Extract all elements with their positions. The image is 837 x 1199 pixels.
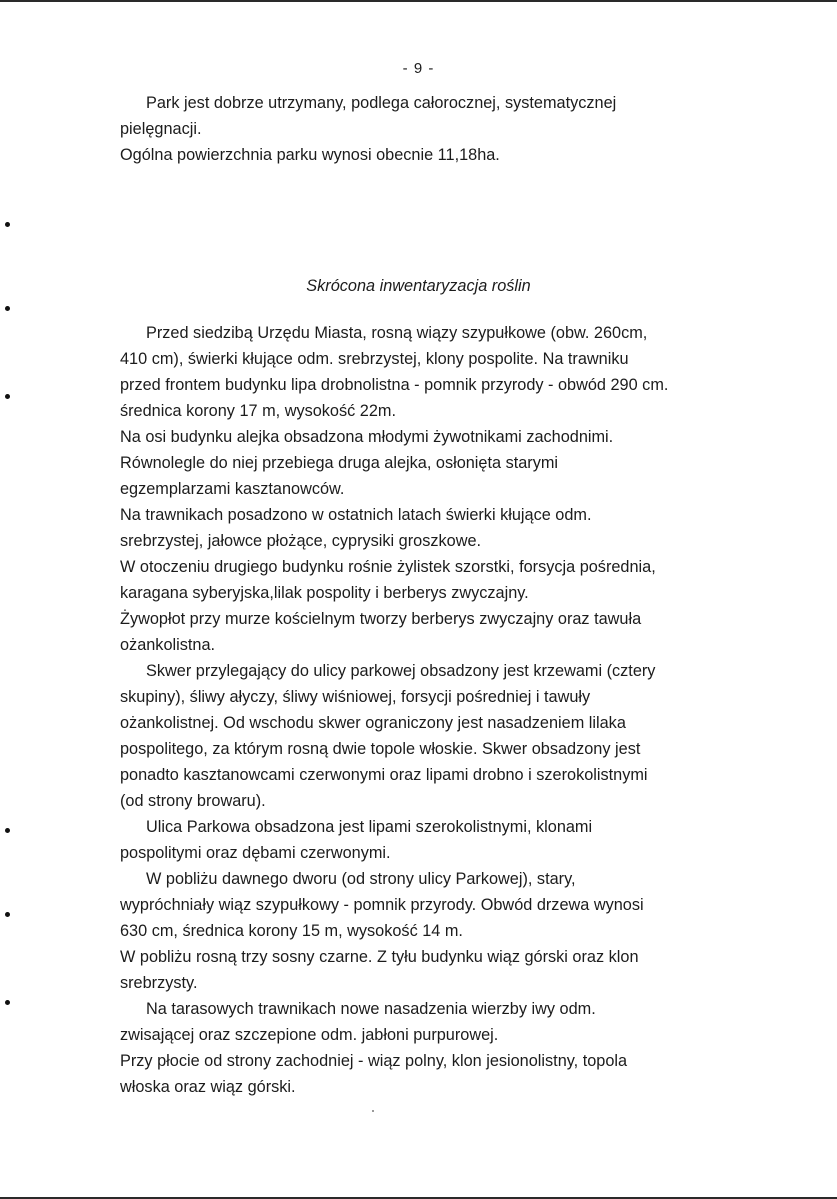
text-line: zwisającej oraz szczepione odm. jabłoni purpurowej. — [120, 1026, 499, 1044]
punch-hole-mark — [5, 1000, 10, 1005]
text-line: pospolitego, za którym rosną dwie topole włoskie. Skwer obsadzony jest — [120, 740, 641, 758]
text-line: 410 cm), świerki kłujące odm. srebrzystej, klony pospolite. Na trawniku — [120, 350, 629, 368]
scan-top-edge — [0, 0, 837, 2]
page-number: - 9 - — [402, 60, 435, 77]
text-line: ożankolistna. — [120, 636, 216, 654]
text-line: Żywopłot przy murze kościelnym tworzy berberys zwyczajny oraz tawuła — [120, 610, 642, 628]
text-line: W pobliżu dawnego dworu (od strony ulicy Parkowej), stary, — [146, 870, 576, 888]
text-line: srebrzystej, jałowce płożące, cyprysiki groszkowe. — [120, 532, 482, 550]
text-line: Park jest dobrze utrzymany, podlega całorocznej, systematycznej — [146, 94, 617, 112]
text-line: egzemplarzami kasztanowców. — [120, 480, 345, 498]
text-line: Ulica Parkowa obsadzona jest lipami szerokolistnymi, klonami — [146, 818, 593, 836]
punch-hole-mark — [5, 222, 10, 227]
text-line: skupiny), śliwy ałyczy, śliwy wiśniowej, forsycji pośredniej i tawuły — [120, 688, 591, 706]
text-line: W otoczeniu drugiego budynku rośnie żylistek szorstki, forsycja pośrednia, — [120, 558, 656, 576]
text-line: Skwer przylegający do ulicy parkowej obsadzony jest krzewami (cztery — [146, 662, 656, 680]
text-line: pielęgnacji. — [120, 120, 202, 138]
text-line: (od strony browaru). — [120, 792, 266, 810]
text-line: srebrzysty. — [120, 974, 198, 992]
text-line: W pobliżu rosną trzy sosny czarne. Z tyłu budynku wiąz górski oraz klon — [120, 948, 639, 966]
text-line: 630 cm, średnica korony 15 m, wysokość 14 m. — [120, 922, 463, 940]
text-line: Ogólna powierzchnia parku wynosi obecnie 11,18ha. — [120, 146, 500, 164]
punch-hole-mark — [5, 828, 10, 833]
text-line: włoska oraz wiąz górski. — [120, 1078, 296, 1096]
scan-speck — [372, 1110, 374, 1112]
text-line: średnica korony 17 m, wysokość 22m. — [120, 402, 396, 420]
text-line: przed frontem budynku lipa drobnolistna - pomnik przyrody - obwód 290 cm. — [120, 376, 669, 394]
text-line: Przy płocie od strony zachodniej - wiąz polny, klon jesionolistny, topola — [120, 1052, 628, 1070]
text-line: ożankolistnej. Od wschodu skwer ograniczony jest nasadzeniem lilaka — [120, 714, 626, 732]
text-line: Na tarasowych trawnikach nowe nasadzenia wierzby iwy odm. — [146, 1000, 596, 1018]
text-line: Na osi budynku alejka obsadzona młodymi żywotnikami zachodnimi. — [120, 428, 614, 446]
text-line: Równolegle do niej przebiega druga alejka, osłonięta starymi — [120, 454, 559, 472]
text-line: karagana syberyjska,lilak pospolity i berberys zwyczajny. — [120, 584, 529, 602]
text-line: Na trawnikach posadzono w ostatnich latach świerki kłujące odm. — [120, 506, 592, 524]
section-heading: Skrócona inwentaryzacja roślin — [306, 277, 531, 295]
text-line: pospolitymi oraz dębami czerwonymi. — [120, 844, 391, 862]
punch-hole-mark — [5, 306, 10, 311]
punch-hole-mark — [5, 394, 10, 399]
text-line: Przed siedzibą Urzędu Miasta, rosną wiązy szypułkowe (obw. 260cm, — [146, 324, 648, 342]
text-line: wypróchniały wiąz szypułkowy - pomnik przyrody. Obwód drzewa wynosi — [120, 896, 644, 914]
text-line: ponadto kasztanowcami czerwonymi oraz lipami drobno i szerokolistnymi — [120, 766, 648, 784]
punch-hole-mark — [5, 912, 10, 917]
